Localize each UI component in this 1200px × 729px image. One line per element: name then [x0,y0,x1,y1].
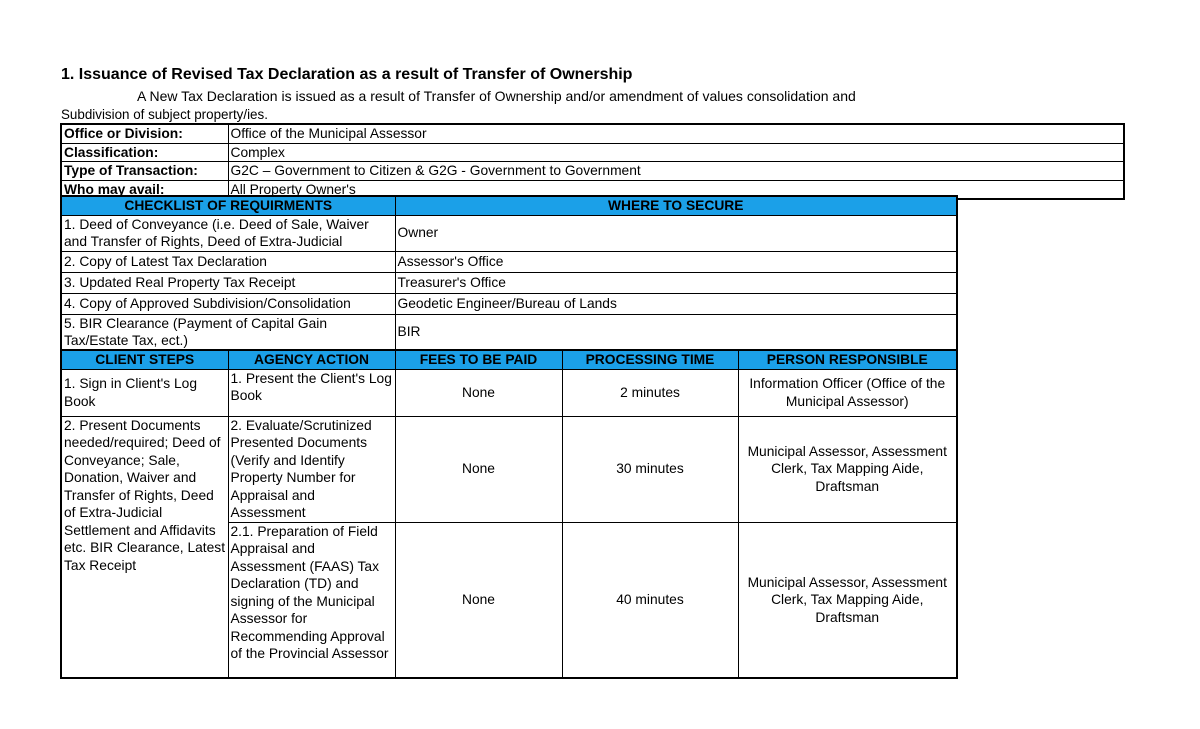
fee-cell: None [395,522,562,678]
person-responsible-cell: Municipal Assessor, Assessment Clerk, Tax Mapping Aide, Draftsman [738,522,957,678]
agency-action-cell: 2.1. Preparation of Field Appraisal and Assessment (FAAS) Tax Declaration (TD) and signing of the Municipal Assessor for Recommending Approval of the Provincial Assessor [228,522,395,678]
table-row [61,215,957,251]
processing-time-cell: 30 minutes [562,416,738,522]
transaction-type-label: Type of Transaction: [61,162,228,181]
requirement-cell: 1. Deed of Conveyance (i.e. Deed of Sale, Waiver and Transfer of Rights, Deed of Extra-Judicial [61,215,395,251]
agency-action-cell: 1. Present the Client's Log Book [228,369,395,416]
header-fees: FEES TO BE PAID [395,350,562,369]
header-processing-time: PROCESSING TIME [562,350,738,369]
checklist-header-where: WHERE TO SECURE [395,196,957,215]
where-cell: Owner [395,215,957,251]
person-responsible-cell: Information Officer (Office of the Municipal Assessor) [738,369,957,416]
fee-cell: None [395,369,562,416]
header-person-responsible: PERSON RESPONSIBLE [738,350,957,369]
who-may-avail-label: Who may avail: [61,180,228,199]
classification-value: Complex [228,143,1124,162]
transaction-type-value: G2C – Government to Citizen & G2G - Government to Government [228,162,1124,181]
table-row [61,293,957,314]
requirement-cell: 5. BIR Clearance (Payment of Capital Gain Tax/Estate Tax, ect.) [61,314,395,351]
office-label: Office or Division: [61,124,228,143]
info-checklist-table [60,123,1125,200]
requirement-cell: 3. Updated Real Property Tax Receipt [61,272,395,293]
client-step-cell: 1. Sign in Client's Log Book [61,369,228,416]
header-client-steps: CLIENT STEPS [61,350,228,369]
where-cell: Geodetic Engineer/Bureau of Lands [395,293,957,314]
requirement-cell: 4. Copy of Approved Subdivision/Consolidation [61,293,395,314]
requirement-cell: 2. Copy of Latest Tax Declaration [61,251,395,272]
processing-time-cell: 2 minutes [562,369,738,416]
intro-text-line2: Subdivision of subject property/ies. [61,107,268,122]
where-cell: Treasurer's Office [395,272,957,293]
checklist-table [60,195,958,352]
table-row [61,251,957,272]
table-row [61,369,957,416]
where-cell: BIR [395,314,957,351]
where-cell: Assessor's Office [395,251,957,272]
table-row [61,416,957,522]
who-may-avail-value: All Property Owner's [228,180,1124,199]
steps-table [60,349,958,679]
agency-action-cell: 2. Evaluate/Scrutinized Presented Documents (Verify and Identify Property Number for Appraisal and Assessment [228,416,395,522]
checklist-header-requirements: CHECKLIST OF REQUIRMENTS [61,196,395,215]
fee-cell: None [395,416,562,522]
intro-text-line1: A New Tax Declaration is issued as a result of Transfer of Ownership and/or amendment of values consolidation and [137,88,856,104]
client-step-cell: 2. Present Documents needed/required; Deed of Conveyance; Sale, Donation, Waiver and Transfer of Rights, Deed of Extra-Judicial Settlement and Affidavits etc. BIR Clearance, Latest Tax Receipt [61,416,228,678]
classification-label: Classification: [61,143,228,162]
page-title: 1. Issuance of Revised Tax Declaration as a result of Transfer of Ownership [61,66,633,83]
table-row [61,314,957,351]
processing-time-cell: 40 minutes [562,522,738,678]
office-value: Office of the Municipal Assessor [228,124,1124,143]
person-responsible-cell: Municipal Assessor, Assessment Clerk, Tax Mapping Aide, Draftsman [738,416,957,522]
header-agency-action: AGENCY ACTION [228,350,395,369]
table-row [61,272,957,293]
